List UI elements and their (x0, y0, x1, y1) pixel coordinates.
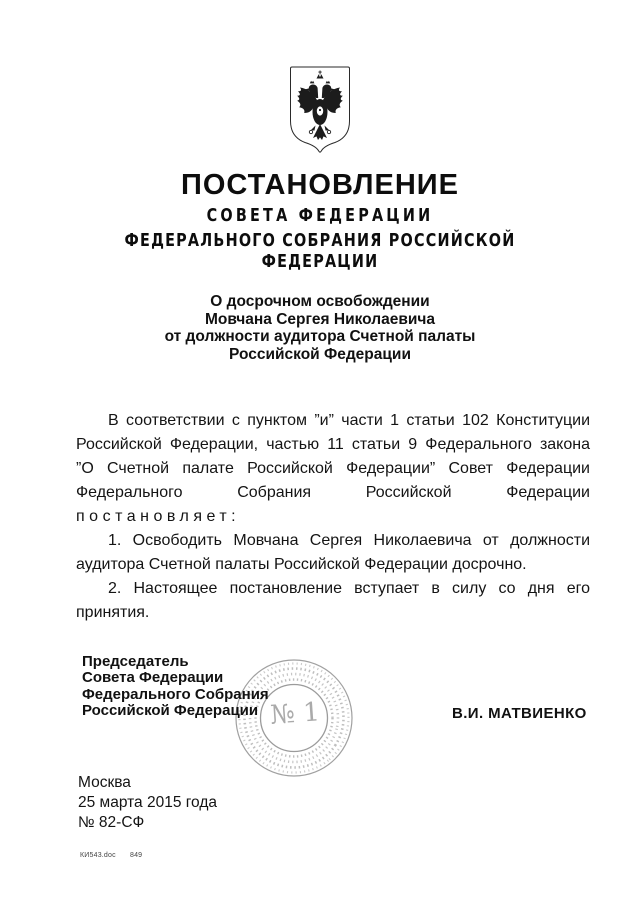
document-type-title: ПОСТАНОВЛЕНИЕ (181, 169, 459, 201)
colophon (80, 852, 142, 859)
subject-line: от должности аудитора Счетной палаты (164, 328, 476, 346)
issuance-block (78, 773, 217, 832)
signatory-name: В.И. МАТВИЕНКО (452, 705, 587, 722)
preamble-line: ”О Счетной палате Российской Федерации” Совет Федерации (76, 460, 590, 477)
item-2-line: принятия. (76, 604, 150, 621)
header-assembly-line: ФЕДЕРАЛЬНОГО СОБРАНИЯ РОССИЙСКОЙ ФЕДЕРАЦИИ (124, 230, 516, 272)
subject-line: Мовчана Сергея Николаевича (204, 310, 436, 328)
issuance-number: № 82-СФ (78, 813, 145, 831)
resolve-word: постановляет: (76, 508, 241, 525)
coat-of-arms-icon (287, 64, 353, 154)
item-2-line: 2. Настоящее постановление вступает в силу со дня его (108, 580, 590, 597)
signatory-position-line: Председатель (82, 653, 189, 670)
item-1-line: 1. Освободить Мовчана Сергея Николаевича от должности (108, 532, 590, 549)
colophon-doc-page: 849 (129, 852, 143, 859)
stamp-number: № 1 (269, 697, 321, 731)
signatory-position-line: Российской Федерации (82, 702, 259, 720)
issuance-city: Москва (78, 774, 131, 791)
document-subject (0, 293, 640, 363)
subject-line: О досрочном освобождении (210, 293, 430, 310)
colophon-doc-code: КИ543.doc (80, 852, 116, 859)
header-council-line: СОВЕТА ФЕДЕРАЦИИ (206, 205, 434, 226)
document-body (76, 409, 590, 625)
subject-line: Российской Федерации (229, 345, 411, 363)
issuance-date: 25 марта 2015 года (78, 793, 218, 811)
item-1-line: аудитора Счетной палаты Российской Федерации досрочно. (76, 556, 527, 573)
signatory-position-line: Федерального Собрания (82, 685, 269, 703)
preamble-line: В соответствии с пунктом ”и” части 1 статьи 102 Конституции (108, 412, 590, 429)
signatory-position (82, 654, 269, 720)
signatory-position-line: Совета Федерации (82, 669, 224, 687)
preamble-line: Федерального Собрания Российской Федерации (76, 484, 590, 501)
preamble-line: Российской Федерации, частью 11 статьи 9 Федерального закона (76, 436, 590, 453)
